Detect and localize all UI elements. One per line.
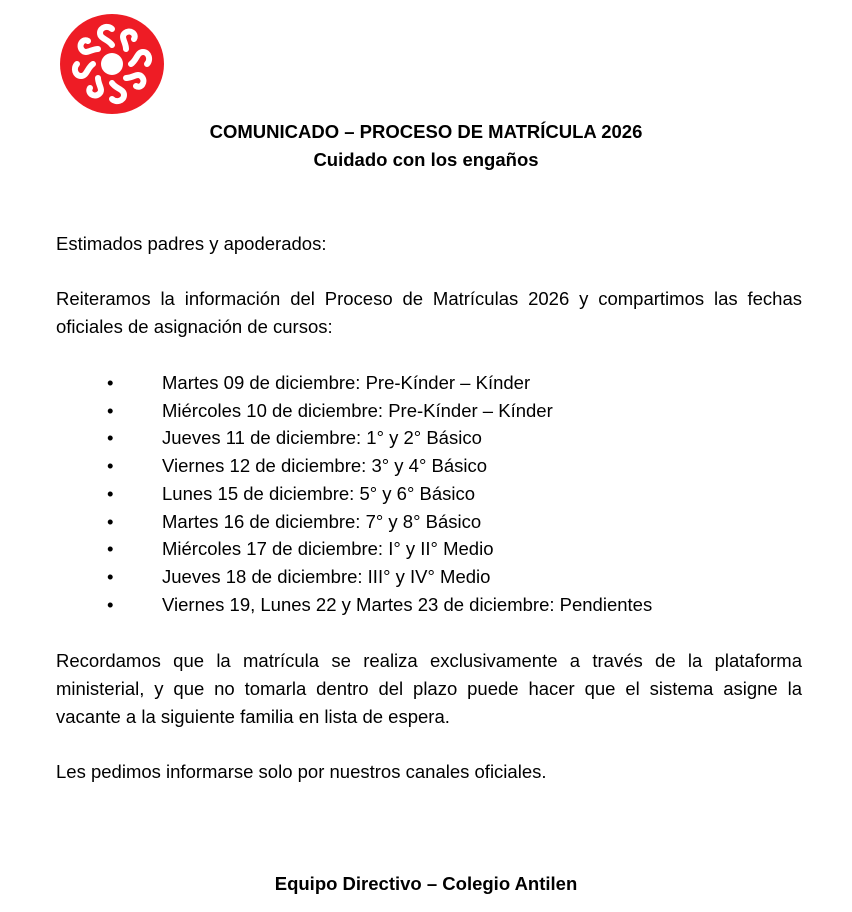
page-title: COMUNICADO – PROCESO DE MATRÍCULA 2026	[209, 121, 643, 142]
list-item	[0, 452, 652, 480]
list-item	[0, 480, 652, 508]
bullet-glyph: •	[107, 510, 114, 532]
bullet-glyph: •	[107, 565, 114, 587]
bullet-glyph: •	[107, 372, 114, 393]
list-item	[0, 369, 652, 397]
list-item-text: Viernes 19, Lunes 22 y Martes 23 de diciembre: Pendientes	[162, 593, 653, 615]
list-item	[0, 591, 652, 619]
signature: Equipo Directivo – Colegio Antilen	[274, 873, 578, 894]
list-item	[0, 397, 652, 425]
list-item-text: Miércoles 10 de diciembre: Pre-Kínder – Kínder	[162, 399, 553, 421]
list-item-text: Jueves 18 de diciembre: III° y IV° Medio	[162, 565, 491, 587]
list-item-text: Martes 09 de diciembre: Pre-Kínder – Kínder	[162, 372, 531, 393]
bullet-glyph: •	[107, 593, 114, 615]
bullet-glyph: •	[107, 482, 114, 504]
bullet-glyph: •	[107, 455, 114, 477]
list-item	[0, 563, 652, 591]
list-item	[0, 508, 652, 536]
page-subtitle: Cuidado con los engaños	[313, 149, 539, 170]
school-logo	[60, 14, 164, 114]
list-item-text: Miércoles 17 de diciembre: I° y II° Medio	[162, 538, 494, 560]
list-item-text: Lunes 15 de diciembre: 5° y 6° Básico	[162, 482, 476, 504]
official-channels-text: Les pedimos informarse solo por nuestros canales oficiales.	[56, 761, 547, 782]
list-item-text: Jueves 11 de diciembre: 1° y 2° Básico	[162, 427, 482, 449]
assignment-dates-list	[0, 369, 652, 618]
bullet-glyph: •	[107, 427, 114, 449]
bullet-glyph: •	[107, 399, 114, 421]
list-item	[0, 535, 652, 563]
list-item-text: Viernes 12 de diciembre: 3° y 4° Básico	[162, 455, 488, 477]
bullet-glyph: •	[107, 538, 114, 560]
greeting-text: Estimados padres y apoderados:	[56, 233, 327, 254]
intro-paragraph: Reiteramos la información del Proceso de Matrículas 2026 y compartimos las fechas oficiales de asignación de cursos:	[56, 288, 802, 337]
list-item	[0, 424, 652, 452]
reminder-paragraph: Recordamos que la matrícula se realiza exclusivamente a través de la plataforma ministerial, y que no tomarla dentro del plazo puede hacer que el sistema asigne la vacante a la siguiente familia en lista de espera.	[56, 650, 802, 727]
list-item-text: Martes 16 de diciembre: 7° y 8° Básico	[162, 510, 482, 532]
